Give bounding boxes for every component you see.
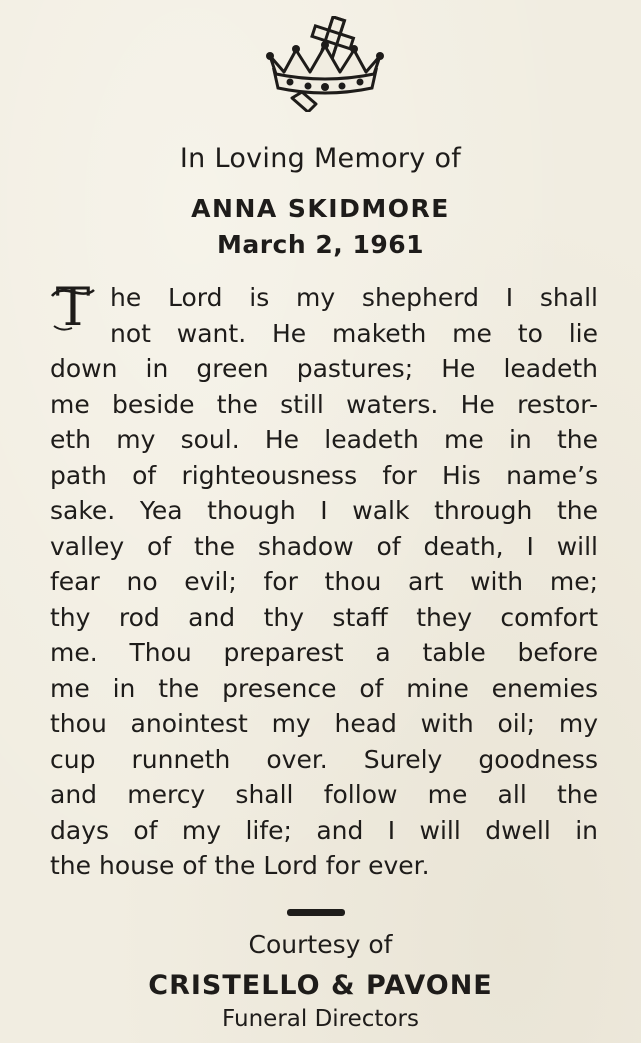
psalm-text — [50, 280, 598, 884]
memorial-date: March 2, 1961 — [216, 230, 425, 259]
psalm-line: eth my soul. He leadeth me in the — [50, 425, 598, 454]
psalm-line: valley of the shadow of death, I will — [50, 531, 598, 561]
psalm-line: path of righteousness for His name’s — [50, 460, 598, 490]
deceased-name: ANNA SKIDMORE — [191, 194, 450, 223]
psalm-line: me. Thou preparest a table before — [50, 638, 598, 667]
psalm-line: me beside the still waters. He restor- — [50, 389, 598, 419]
psalm-line: thy rod and thy staff they comfort — [50, 602, 598, 632]
psalm-line: the house of the Lord for ever. — [50, 851, 430, 880]
in-loving-memory-line: In Loving Memory of — [179, 143, 462, 174]
psalm-line: fear no evil; for thou art with me; — [50, 567, 598, 596]
psalm-line: thou anointest my head with oil; my — [50, 709, 598, 738]
psalm-line: not want. He maketh me to lie — [110, 318, 598, 348]
psalm-line: and mercy shall follow me all the — [50, 780, 598, 809]
psalm-line: me in the presence of mine enemies — [50, 673, 598, 703]
funeral-home-name: CRISTELLO & PAVONE — [148, 970, 493, 1001]
psalm-line: days of my life; and I will dwell in — [50, 815, 598, 845]
crown-and-cross-icon — [262, 16, 388, 112]
ornamental-divider — [287, 909, 345, 916]
courtesy-line: Courtesy of — [248, 930, 393, 959]
psalm-line: he Lord is my shepherd I shall — [110, 283, 598, 312]
psalm-line: cup runneth over. Surely goodness — [50, 744, 598, 774]
psalm-line: sake. Yea though I walk through the — [50, 496, 598, 525]
funeral-directors-line: Funeral Directors — [222, 1006, 419, 1032]
psalm-dropcap: T — [55, 278, 91, 338]
psalm-line: down in green pastures; He leadeth — [50, 354, 598, 383]
